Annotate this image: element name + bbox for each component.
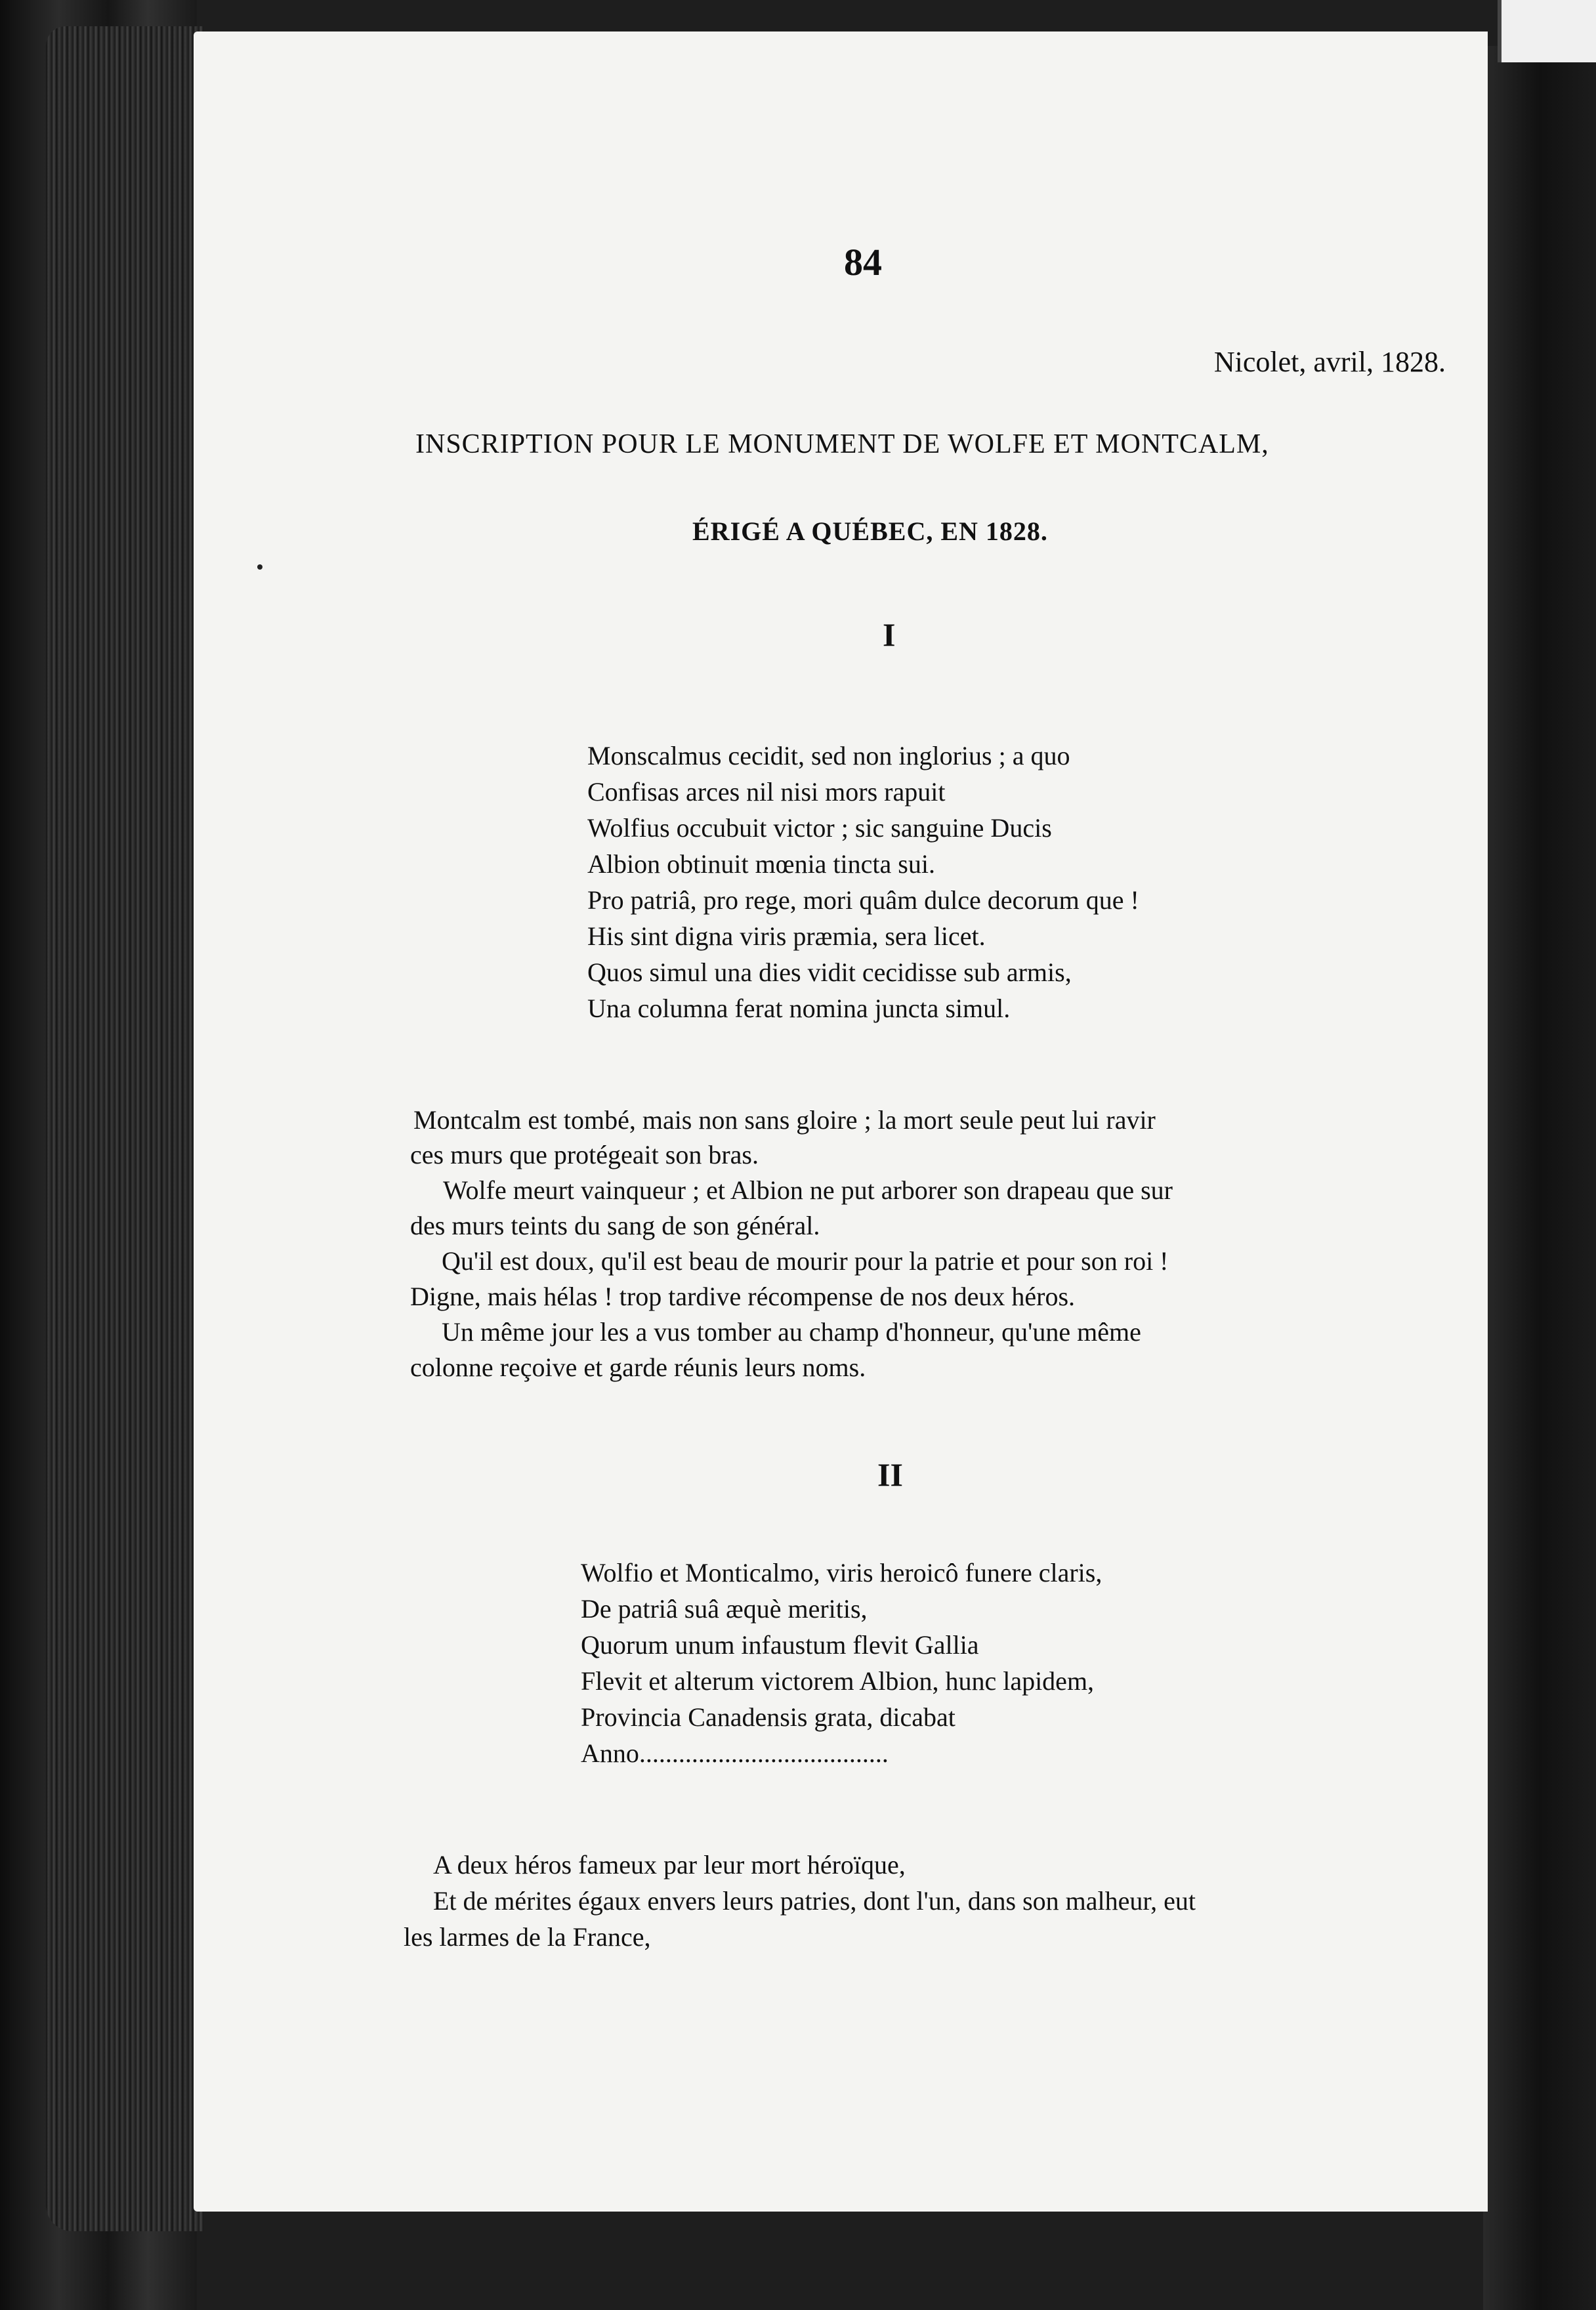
prose-line: Et de mérites égaux envers leurs patries, dont l'un, dans son malheur, eut bbox=[433, 1886, 1196, 1916]
dateline: Nicolet, avril, 1828. bbox=[1213, 346, 1446, 378]
prose-line: Montcalm est tombé, mais non sans gloire ; la mort seule peut lui ravir bbox=[413, 1105, 1156, 1135]
verse-line: De patriâ suâ æquè meritis, bbox=[581, 1594, 868, 1624]
verse-line: Wolfius occubuit victor ; sic sanguine Ducis bbox=[587, 813, 1052, 843]
verse-line: Quorum unum infaustum flevit Gallia bbox=[581, 1630, 979, 1660]
verse-line: Pro patriâ, pro rege, mori quâm dulce decorum que ! bbox=[587, 885, 1139, 915]
verse-line: Confisas arces nil nisi mors rapuit bbox=[587, 777, 946, 807]
ink-speck bbox=[257, 564, 262, 570]
verse-line: Quos simul una dies vidit cecidisse sub armis, bbox=[587, 957, 1072, 987]
prose-line: les larmes de la France, bbox=[404, 1922, 651, 1952]
verse-line: His sint digna viris præmia, sera licet. bbox=[587, 921, 986, 951]
scan-background-right bbox=[1483, 46, 1596, 2310]
prose-line: A deux héros fameux par leur mort héroïque, bbox=[433, 1850, 906, 1880]
verse-line: Wolfio et Monticalmo, viris heroicô funere claris, bbox=[581, 1558, 1102, 1587]
prose-line: des murs teints du sang de son général. bbox=[410, 1211, 820, 1240]
page-number: 84 bbox=[844, 241, 882, 284]
verse-line: Anno...................................... bbox=[581, 1738, 889, 1768]
section-numeral-1: I bbox=[883, 616, 896, 653]
book-page-edges bbox=[46, 26, 203, 2231]
book-page bbox=[194, 32, 1488, 2212]
prose-line: colonne reçoive et garde réunis leurs noms. bbox=[410, 1353, 866, 1382]
section-numeral-2: II bbox=[877, 1456, 903, 1493]
prose-line: Wolfe meurt vainqueur ; et Albion ne put arborer son drapeau que sur bbox=[443, 1175, 1173, 1205]
prose-line: Qu'il est doux, qu'il est beau de mourir pour la patrie et pour son roi ! bbox=[442, 1246, 1169, 1276]
verse-line: Monscalmus cecidit, sed non inglorius ; a quo bbox=[587, 741, 1070, 770]
prose-line: Digne, mais hélas ! trop tardive récompense de nos deux héros. bbox=[410, 1282, 1076, 1311]
prose-line: Un même jour les a vus tomber au champ d'honneur, qu'une même bbox=[442, 1317, 1141, 1347]
inscription-subtitle: ÉRIGÉ A QUÉBEC, EN 1828. bbox=[692, 516, 1048, 546]
inscription-title: INSCRIPTION POUR LE MONUMENT DE WOLFE ET MONTCALM, bbox=[415, 429, 1269, 459]
verse-line: Una columna ferat nomina juncta simul. bbox=[587, 994, 1011, 1023]
verse-line: Flevit et alterum victorem Albion, hunc lapidem, bbox=[581, 1666, 1095, 1696]
verse-line: Provincia Canadensis grata, dicabat bbox=[581, 1702, 956, 1732]
adjacent-page-corner bbox=[1498, 0, 1596, 62]
verse-line: Albion obtinuit mœnia tincta sui. bbox=[587, 849, 935, 879]
prose-line: ces murs que protégeait son bras. bbox=[410, 1140, 759, 1169]
